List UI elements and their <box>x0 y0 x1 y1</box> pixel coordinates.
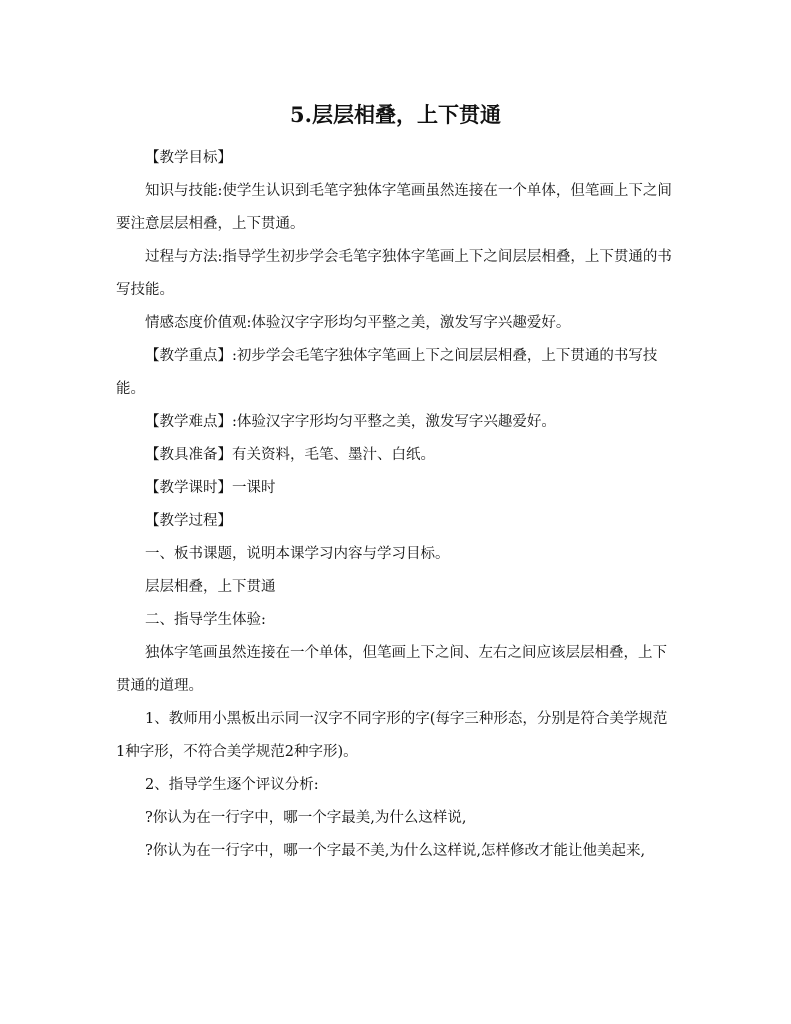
paragraph-process-methods: 过程与方法:指导学生初步学会毛笔字独体字笔画上下之间层层相叠，上下贯通的书写技能。 <box>116 249 672 298</box>
section-heading-process: 【教学过程】 <box>145 513 232 529</box>
paragraph-class-hours: 【教学课时】一课时 <box>145 480 276 496</box>
paragraph-difficult-points: 【教学难点】:体验汉字字形均匀平整之美，激发写字兴趣爱好。 <box>145 414 556 430</box>
list-item-step-one: 一、板书课题，说明本课学习内容与学习目标。 <box>145 546 450 562</box>
list-item-sub-two: 2、指导学生逐个评议分析: <box>145 777 319 793</box>
question-least-beautiful: ?你认为在一行字中，哪一个字最不美,为什么这样说,怎样修改才能让他美起来, <box>145 843 646 859</box>
paragraph-principle: 独体字笔画虽然连接在一个单体，但笔画上下之间、左右之间应该层层相叠，上下贯通的道理。 <box>116 645 667 694</box>
paragraph-board-title: 层层相叠，上下贯通 <box>145 579 276 595</box>
question-most-beautiful: ?你认为在一行字中，哪一个字最美,为什么这样说, <box>145 810 467 826</box>
paragraph-knowledge-skills: 知识与技能:使学生认识到毛笔字独体字笔画虽然连接在一个单体，但笔画上下之间要注意层层相叠，上下贯通。 <box>116 183 672 232</box>
paragraph-teaching-aids: 【教具准备】有关资料，毛笔、墨汁、白纸。 <box>145 447 435 463</box>
list-item-step-two: 二、指导学生体验: <box>145 612 266 628</box>
document-title: 5.层层相叠，上下贯通 <box>290 102 501 127</box>
document-body <box>116 142 674 868</box>
list-item-sub-one: 1、教师用小黑板出示同一汉字不同字形的字(每字三种形态，分别是符合美学规范1种字形，不符合美学规范2种字形)。 <box>116 711 668 760</box>
paragraph-key-points: 【教学重点】:初步学会毛笔字独体字笔画上下之间层层相叠，上下贯通的书写技能。 <box>116 348 658 397</box>
paragraph-attitude-values: 情感态度价值观:体验汉字字形均匀平整之美，激发写字兴趣爱好。 <box>145 315 571 331</box>
section-heading-objectives: 【教学目标】 <box>145 150 232 166</box>
